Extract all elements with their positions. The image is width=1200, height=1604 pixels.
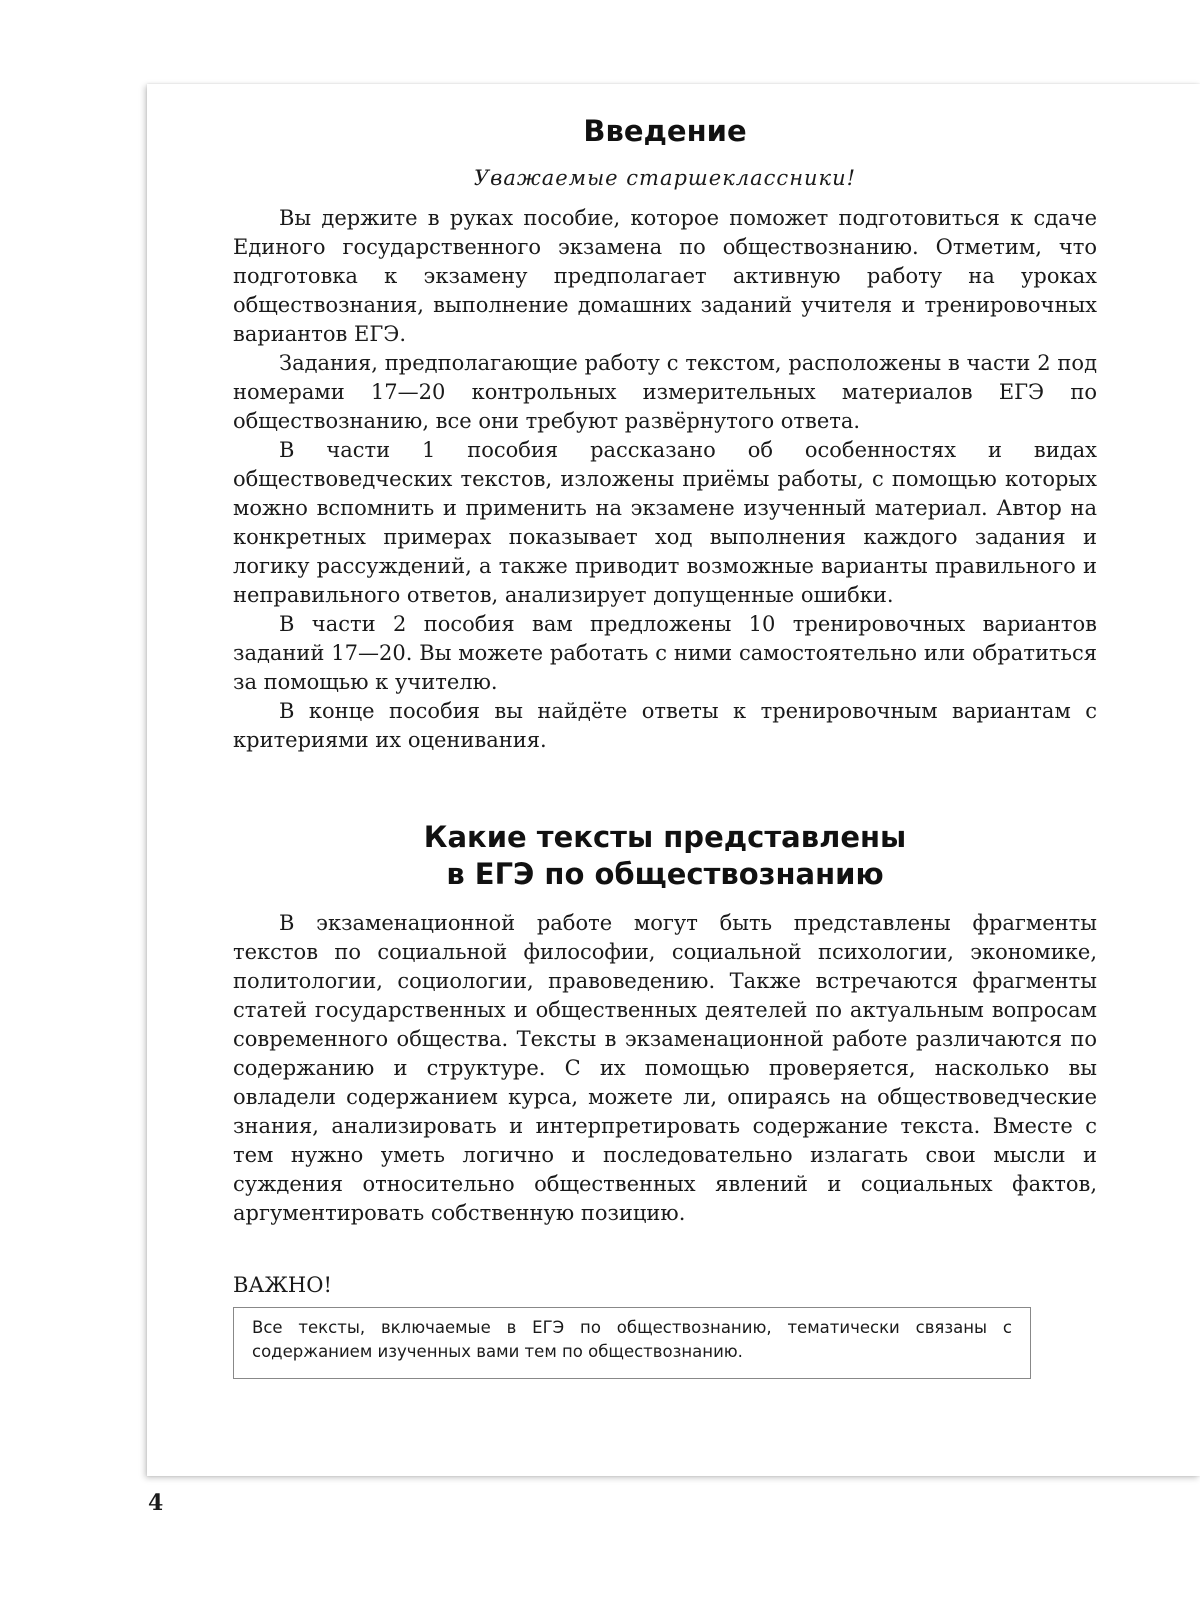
paragraph: В части 1 пособия рассказано об особенностях и видах обществоведческих текстов, изложены приёмы работы, с помощью которых можно вспомнить и применить на экзамене изученный материал. Автор на конкретных примерах показывает ход выполнения каждого задания и логику рассуждений, а также приводит возможные варианты правильного и неправильного ответов, анализирует допущенные ошибки. <box>233 438 1097 608</box>
important-notice-box: Все тексты, включаемые в ЕГЭ по обществознанию, тематически связаны с содержанием изученных вами тем по обществознанию. <box>233 1307 1031 1379</box>
section-title-line: в ЕГЭ по обществознанию <box>446 857 884 892</box>
paragraph: В экзаменационной работе могут быть представлены фрагменты текстов по социальной философии, социальной психологии, экономике, политологии, социологии, правоведению. Также встречаются фрагменты статей государственных и общественных деятелей по актуальным вопросам современного общества. Тексты в экзаменационной работе различаются по содержанию и структуре. С их помощью проверяется, насколько вы овладели содержанием курса, можете ли, опираясь на обществоведческие знания, анализировать и интерпретировать содержание текста. Вместе с тем нужно уметь логично и последовательно излагать свои мысли и суждения относительно общественных явлений и социальных фактов, аргументировать собственную позицию. <box>233 911 1097 1226</box>
section-title-texts <box>233 819 1097 893</box>
paragraph: Задания, предполагающие работу с текстом, расположены в части 2 под номерами 17—20 контрольных измерительных материалов ЕГЭ по обществознанию, все они требуют развёрнутого ответа. <box>233 351 1097 434</box>
page-content <box>233 114 1097 1379</box>
section-title-introduction: Введение <box>583 114 747 148</box>
texts-section-body <box>233 909 1097 1228</box>
greeting: Уважаемые старшеклассники! <box>473 165 857 190</box>
paragraph: В части 2 пособия вам предложены 10 тренировочных вариантов заданий 17—20. Вы можете работать с ними самостоятельно или обратиться за помощью к учителю. <box>233 612 1097 695</box>
section-title-line: Какие тексты представлены <box>423 820 907 855</box>
page-frame <box>147 84 1200 1476</box>
paragraph: В конце пособия вы найдёте ответы к тренировочным вариантам с критериями их оценивания. <box>233 699 1097 753</box>
page-number: 4 <box>148 1490 164 1516</box>
important-label: ВАЖНО! <box>233 1273 332 1298</box>
paragraph: Вы держите в руках пособие, которое поможет подготовиться к сдаче Единого государственного экзамена по обществознанию. Отметим, что подготовка к экзамену предполагает активную работу на уроках обществознания, выполнение домашних заданий учителя и тренировочных вариантов ЕГЭ. <box>233 206 1097 347</box>
introduction-body <box>233 204 1097 755</box>
